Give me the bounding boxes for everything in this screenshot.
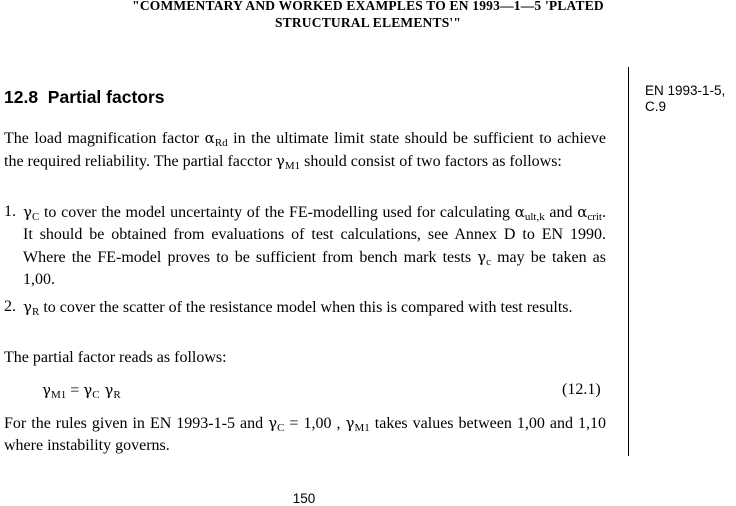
section-heading [4,87,165,108]
equation: $\gamma_{M1} = \gamma_C$ $\gamma_R$ [42,381,121,401]
header-line-1: "COMMENTARY AND WORKED EXAMPLES TO EN 1993—1—5 'PLATED [132,0,604,13]
section-title: Partial factors [47,87,165,107]
header-line-2: STRUCTURAL ELEMENTS'" [274,15,462,30]
margin-reference-line-1: EN 1993-1-5, [645,83,726,98]
margin-reference [645,83,725,115]
page-number: 150 [292,491,316,506]
equation-intro: The partial factor reads as follows: [4,349,227,366]
list-item-number: 1. [4,203,16,220]
margin-rule [628,67,629,456]
list-item-text: $\gamma_R$ to cover the scatter of the resistance model when this is compared with test results. [23,298,573,318]
margin-reference-line-2: C.9 [645,99,667,114]
list-item-number: 2. [4,298,16,315]
equation-number: (12.1) [562,381,601,398]
list-item-text: $\gamma_C$ to cover the model uncertainty of the FE-modelling used for calculating $\alpha_{ult,k}$ and $\alpha_{crit}$. It should be obtained from evaluations of test calculations, see Annex D to EN 1990. Where the FE-model proves to be sufficient from bench mark tests $\gamma_c$ may be taken as 1,00. [23,203,607,288]
closing-paragraph: For the rules given in EN 1993-1-5 and $\gamma_C = 1,00$ , $\gamma_{M1}$ takes values between 1,00 and 1,10 where instability governs. [4,414,607,454]
section-number: 12.8 [4,87,39,107]
intro-paragraph: The load magnification factor $\alpha_{Rd}$ in the ultimate limit state should be sufficient to achieve the required reliability. The partial facctor $\gamma_{M1}$ should consist of two factors as follows: [4,129,607,172]
running-header [0,0,736,31]
